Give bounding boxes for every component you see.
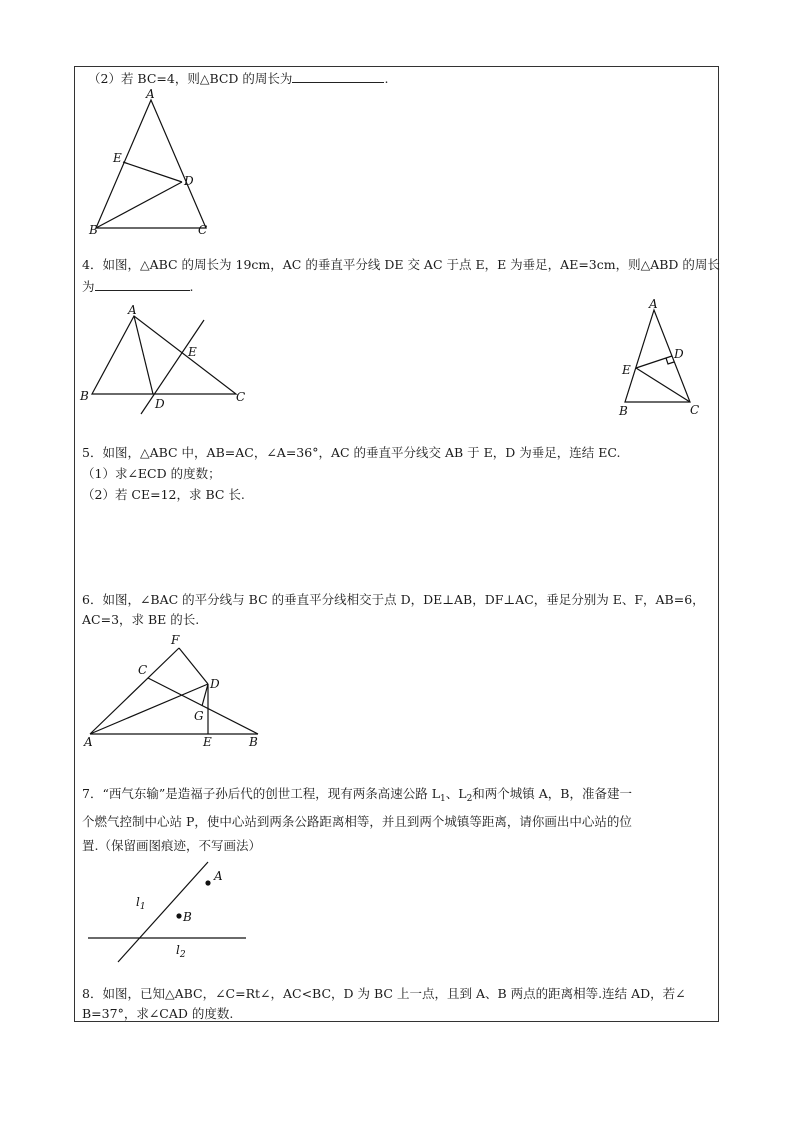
- label-b: B: [183, 910, 192, 924]
- label-c: C: [138, 663, 148, 677]
- q5-line3: （2）若 CE=12，求 BC 长.: [82, 487, 245, 502]
- perpendicular-bisector: [141, 320, 204, 414]
- q7-line1: 7．“西气东输”是造福子孙后代的创世工程，现有两条高速公路 $L_1$、$L_2$和两个城镇 A，B，准备建一: [82, 786, 632, 804]
- town-b-point: [176, 913, 181, 918]
- town-a-point: [205, 880, 210, 885]
- q3-part2: （2）若 BC=4，则△BCD 的周长为 .: [88, 71, 389, 86]
- answer-blank[interactable]: [292, 70, 384, 83]
- label-b: B: [80, 389, 89, 403]
- q5-line2: （1）求∠ECD 的度数；: [82, 466, 221, 481]
- label-c: C: [236, 390, 246, 404]
- label-c: C: [690, 403, 700, 417]
- label-a: A: [649, 297, 658, 311]
- segment-gd: [202, 684, 208, 706]
- figure-triangle-abc-4: [80, 300, 250, 420]
- figure-angle-bisector-6: [84, 632, 264, 752]
- label-f: F: [171, 633, 180, 647]
- label-a: A: [214, 869, 223, 883]
- label-b: B: [249, 735, 258, 749]
- segment-ec: [636, 368, 690, 402]
- label-d: D: [210, 677, 220, 691]
- figure-highways-7: [86, 858, 250, 968]
- label-e: E: [188, 345, 197, 359]
- q7-line3: 置.（保留画图痕迹，不写画法）: [82, 838, 261, 853]
- label-l2: $l_2$: [176, 943, 186, 960]
- q4-line1: 4．如图，△ABC 的周长为 19cm，AC 的垂直平分线 DE 交 AC 于点 E，E 为垂足，AE=3cm，则△ABD 的周长: [82, 257, 720, 272]
- label-d: D: [155, 397, 165, 411]
- q7-line2: 个燃气控制中心站 P，使中心站到两条公路距离相等，并且到两个城镇等距离，请你画出中心站的位: [82, 814, 632, 829]
- q8-line2: B=37°，求∠CAD 的度数.: [82, 1006, 234, 1021]
- label-c: C: [198, 223, 208, 237]
- label-a: A: [146, 87, 155, 101]
- triangle-outline: [92, 316, 236, 394]
- segment-bd: [96, 182, 182, 228]
- label-b: B: [619, 404, 628, 418]
- q5-line1: 5．如图，△ABC 中，AB=AC，∠A=36°，AC 的垂直平分线交 AB 于 E，D 为垂足，连结 EC.: [82, 445, 621, 460]
- q6-line2: AC=3，求 BE 的长.: [82, 612, 200, 627]
- ray-af: [90, 648, 179, 734]
- label-a: A: [84, 735, 93, 749]
- label-e: E: [622, 363, 631, 377]
- label-a: A: [128, 303, 137, 317]
- segment-ed: [636, 356, 672, 368]
- q6-line1: 6．如图，∠BAC 的平分线与 BC 的垂直平分线相交于点 D，DE⊥AB，DF⊥AC，垂足分别为 E、F，AB=6，: [82, 592, 705, 607]
- highway-l1: [118, 862, 208, 962]
- q4-line2: 为 .: [82, 279, 194, 294]
- label-e: E: [203, 735, 212, 749]
- label-l1: $l_1$: [136, 895, 146, 912]
- answer-blank[interactable]: [95, 278, 190, 291]
- label-d: D: [184, 174, 194, 188]
- label-b: B: [89, 223, 98, 237]
- figure-triangle-abc-5: [616, 298, 706, 420]
- label-g: G: [194, 709, 204, 723]
- figure-triangle-abc-1: [86, 88, 216, 236]
- segment-fd: [179, 648, 208, 684]
- q8-line1: 8．如图，已知△ABC，∠C=Rt∠，AC<BC，D 为 BC 上一点，且到 A、B 两点的距离相等.连结 AD，若∠: [82, 986, 686, 1001]
- label-d: D: [674, 347, 684, 361]
- label-e: E: [113, 151, 122, 165]
- bisector-ad: [90, 684, 208, 734]
- segment-ed: [123, 162, 182, 182]
